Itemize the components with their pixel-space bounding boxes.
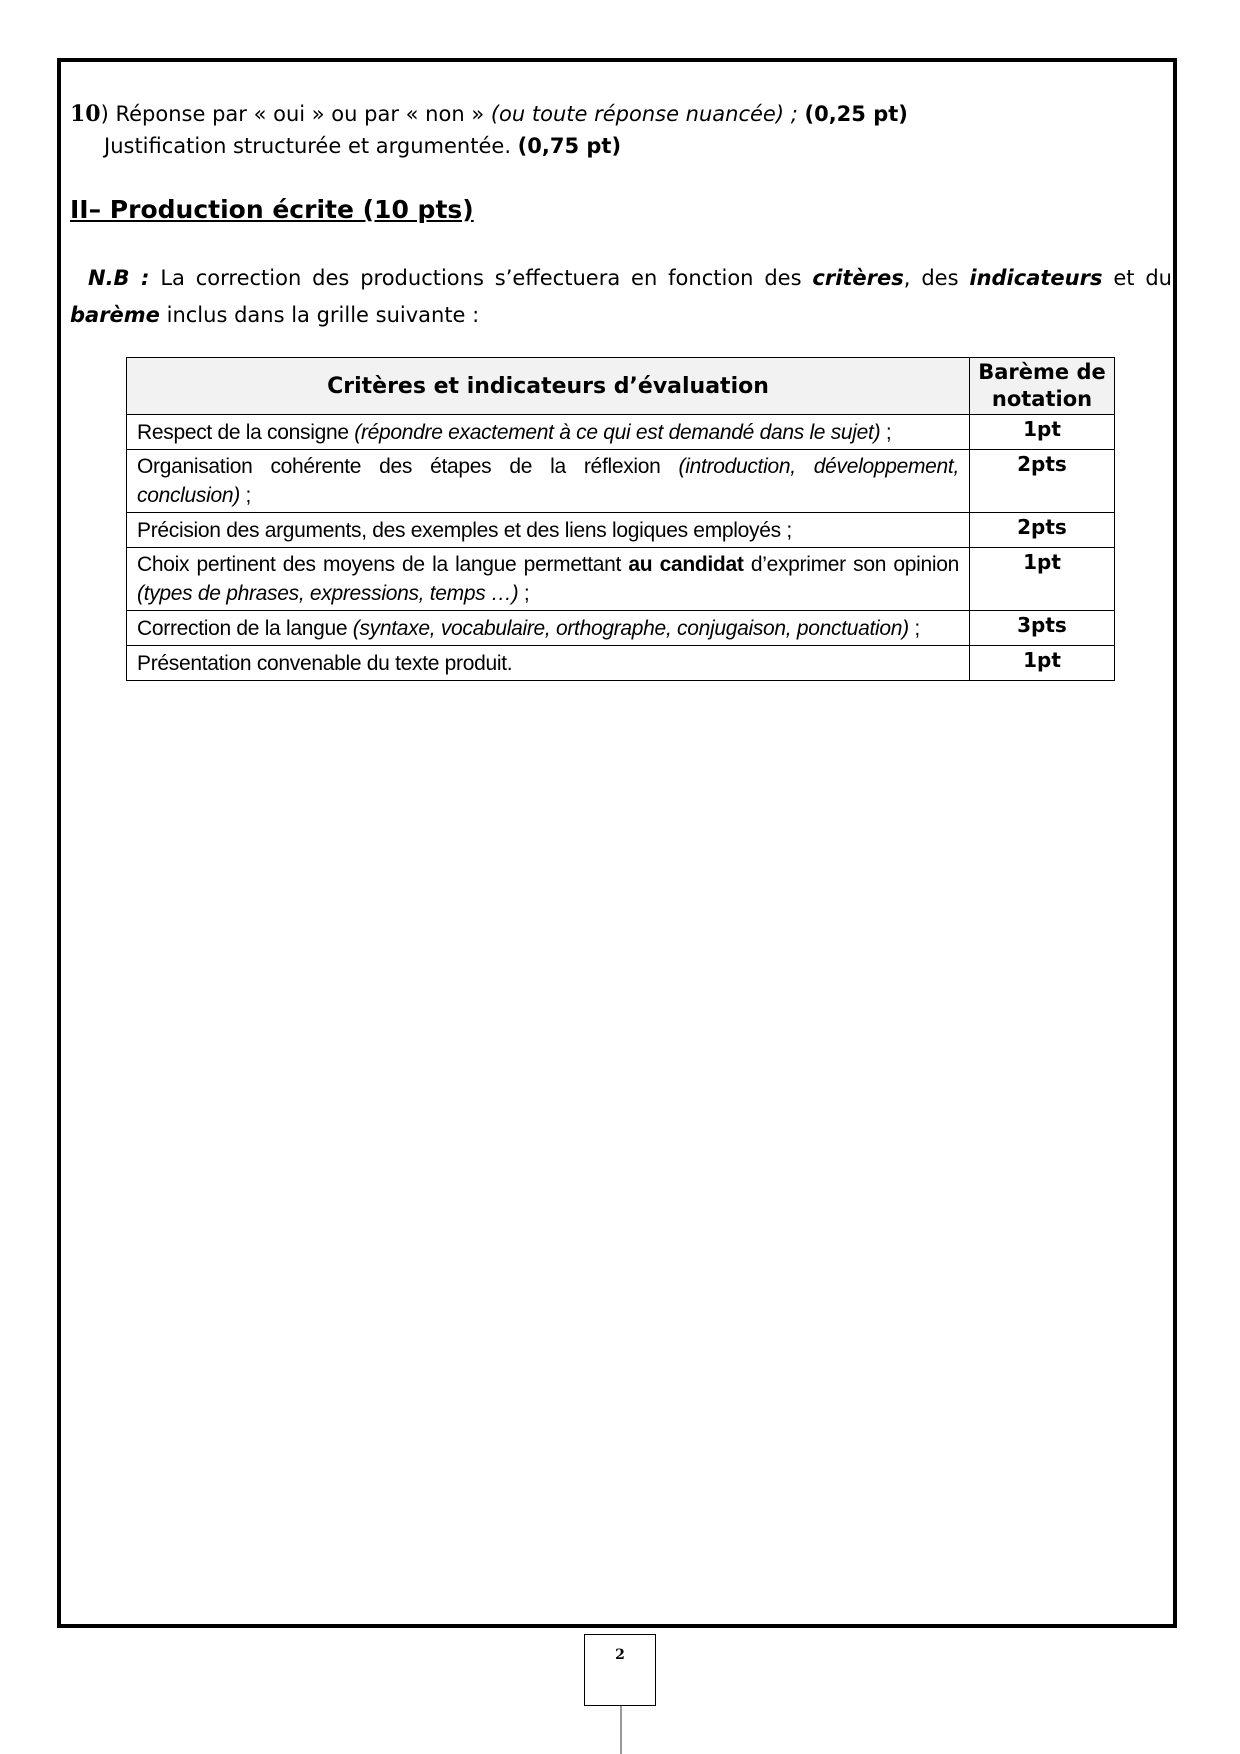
criterion-detail: (syntaxe, vocabulaire, orthographe, conjugaison, ponctuation) [352,616,909,640]
grid-row [127,450,1115,513]
criterion-text: Choix pertinent des moyens de la langue permettant [137,553,629,576]
grid-row [127,513,1115,548]
criterion-tail: ; [239,484,251,507]
section-title: II– Production écrite (10 pts) [70,195,474,224]
criterion-cell [127,646,970,681]
note-keyword: barème [70,303,160,327]
grid-row [127,646,1115,681]
question-number: 10 [70,101,101,127]
criterion-text: Présentation convenable du texte produit. [137,651,513,675]
question-10-line2 [70,131,908,163]
question-10-line1 [70,98,908,131]
criterion-tail: ; [518,582,530,605]
criterion-detail: (types de phrases, expressions, temps …) [137,582,519,605]
criterion-text: d’exprimer son opinion [743,553,960,576]
question-points: (0,25 pt) [804,102,908,126]
criterion-cell [127,450,970,513]
criterion-text: Correction de la langue [137,616,353,640]
question-10 [70,98,908,163]
score-cell: 1pt [970,548,1115,611]
criterion-text: Respect de la consigne [137,420,355,444]
note-keyword: indicateurs [969,266,1103,290]
note-lead: N.B : [88,266,150,290]
grid-header-row [127,358,1115,415]
grid-row [127,548,1115,611]
note-keyword: critères [812,266,904,290]
page-number: 2 [615,1647,625,1663]
page-number-connector [620,1706,622,1754]
criterion-emphasis: au candidat [628,553,744,576]
criterion-tail: ; [880,420,892,444]
criterion-cell [127,513,970,548]
header-criteria: Critères et indicateurs d’évaluation [127,358,970,415]
score-cell: 2pts [970,450,1115,513]
page-number-box [584,1634,656,1706]
grid-row [127,611,1115,646]
justification-points: (0,75 pt) [517,134,622,158]
criterion-detail: (introduction, développement, conclusion) [137,455,959,507]
criterion-cell [127,415,970,450]
criterion-detail: (répondre exactement à ce qui est demandé dans le sujet) [354,420,881,444]
score-cell: 1pt [970,646,1115,681]
note-text: , des [903,266,970,290]
criterion-cell [127,548,970,611]
header-scale: Barème de notation [970,358,1115,415]
criterion-cell [127,611,970,646]
note-text: inclus dans la grille suivante : [159,303,480,327]
criterion-text: Organisation cohérente des étapes de la réflexion [137,455,679,478]
grid-row [127,415,1115,450]
note-paragraph [70,260,1172,334]
score-cell: 1pt [970,415,1115,450]
question-italic-note: (ou toute réponse nuancée) ; [490,102,798,126]
question-text: ) Réponse par « oui » ou par « non » [100,102,491,126]
score-cell: 3pts [970,611,1115,646]
score-cell: 2pts [970,513,1115,548]
criterion-text: Précision des arguments, des exemples et des liens logiques employés ; [137,518,792,542]
justification-text: Justification structurée et argumentée. [104,134,518,158]
criterion-tail: ; [908,616,920,640]
note-text: La correction des productions s’effectuera en fonction des [149,266,813,290]
note-text: et du [1102,266,1172,290]
evaluation-grid [126,357,1115,681]
